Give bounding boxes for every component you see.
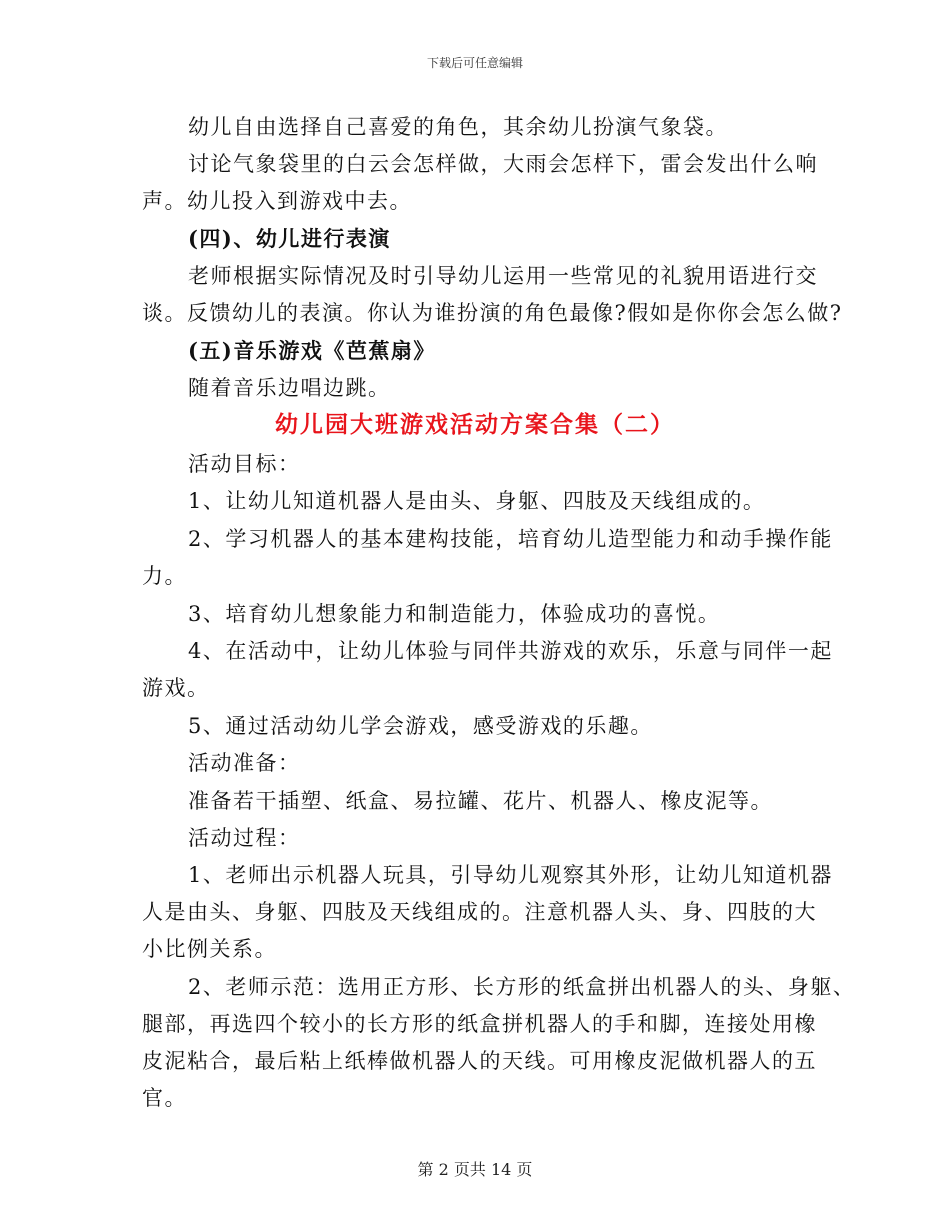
paragraph-line: 谈。反馈幼儿的表演。你认为谁扮演的角色最像?假如是你你会怎么做?	[142, 301, 843, 325]
list-item-continuation: 人是由头、身躯、四肢及天线组成的。注意机器人头、身、四肢的大	[142, 900, 817, 924]
list-item-continuation: 小比例关系。	[142, 937, 277, 961]
list-item-continuation: 皮泥粘合，最后粘上纸棒做机器人的天线。可用橡皮泥做机器人的五	[142, 1049, 817, 1073]
list-item: 2、学习机器人的基本建构技能，培育幼儿造型能力和动手操作能	[188, 527, 833, 551]
paragraph-line: 声。幼儿投入到游戏中去。	[142, 189, 412, 213]
paragraph-line: 讨论气象袋里的白云会怎样做，大雨会怎样下，雷会发出什么响	[188, 152, 818, 176]
list-item: 4、在活动中，让幼儿体验与同伴共游戏的欢乐，乐意与同伴一起	[188, 639, 833, 663]
page-header: 下载后可任意编辑	[426, 56, 523, 70]
page-footer: 第 2 页共 14 页	[417, 1160, 533, 1179]
list-item: 5、通过活动幼儿学会游戏，感受游戏的乐趣。	[188, 714, 653, 738]
list-item: 1、让幼儿知道机器人是由头、身躯、四肢及天线组成的。	[188, 489, 766, 513]
paragraph-line: 随着音乐边唱边跳。	[188, 376, 391, 400]
section-label: 活动准备：	[188, 751, 301, 775]
list-item-continuation: 力。	[142, 564, 187, 588]
paragraph-line: 幼儿自由选择自己喜爱的角色，其余幼儿扮演气象袋。	[188, 115, 728, 139]
list-item: 1、老师出示机器人玩具，引导幼儿观察其外形，让幼儿知道机器	[188, 863, 833, 887]
section-heading: (四)、幼儿进行表演	[188, 226, 391, 251]
list-item-continuation: 腿部，再选四个较小的长方形的纸盒拼机器人的手和脚，连接处用橡	[142, 1012, 817, 1036]
list-item: 2、老师示范：选用正方形、长方形的纸盒拼出机器人的头、身躯、	[188, 975, 856, 999]
section-heading: (五)音乐游戏《芭蕉扇》	[188, 338, 436, 363]
section-label: 活动过程：	[188, 826, 301, 850]
list-item-continuation: 游戏。	[142, 676, 210, 700]
document-title: 幼儿园大班游戏活动方案合集（二）	[275, 411, 675, 438]
paragraph-line: 准备若干插塑、纸盒、易拉罐、花片、机器人、橡皮泥等。	[188, 789, 773, 813]
section-label: 活动目标：	[188, 452, 301, 476]
list-item: 3、培育幼儿想象能力和制造能力，体验成功的喜悦。	[188, 602, 721, 626]
paragraph-line: 老师根据实际情况及时引导幼儿运用一些常见的礼貌用语进行交	[188, 264, 818, 288]
list-item-continuation: 官。	[142, 1086, 187, 1110]
